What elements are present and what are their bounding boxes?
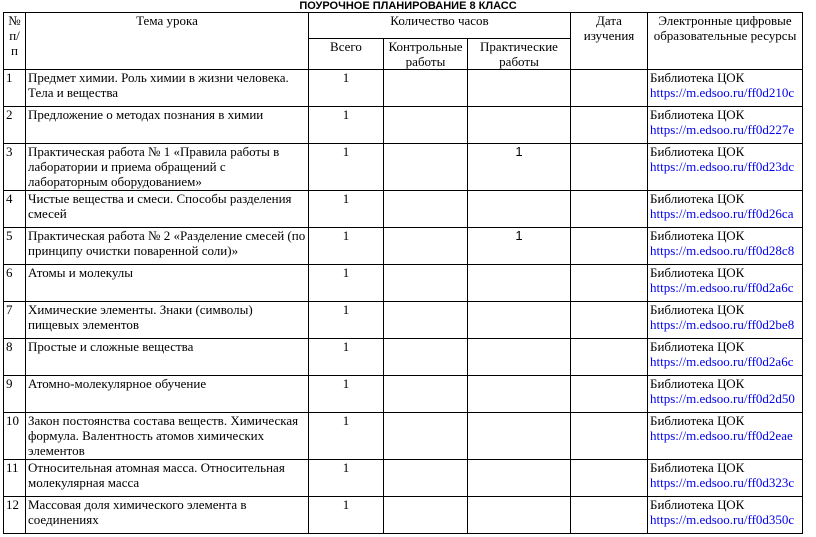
hours-practical [468,339,571,376]
resource-cell [648,413,803,460]
hours-control [384,228,468,265]
study-date [571,107,648,144]
study-date [571,265,648,302]
resource-link[interactable]: https://m.edsoo.ru/ff0d2d50 [650,391,795,406]
study-date [571,70,648,107]
library-label: Библиотека ЦОК [650,144,745,159]
hours-control [384,302,468,339]
lesson-number: 4 [4,191,26,228]
hours-practical [468,413,571,460]
table-row [4,265,803,302]
library-label: Библиотека ЦОК [650,265,745,280]
lesson-topic: Массовая доля химического элемента в соединениях [26,497,309,534]
header-resources: Электронные цифровые образовательные ресурсы [648,13,803,70]
study-date [571,376,648,413]
resource-cell [648,460,803,497]
study-date [571,228,648,265]
hours-practical [468,302,571,339]
header-control: Контрольные работы [384,39,468,70]
hours-practical: 1 [468,144,571,191]
hours-practical [468,497,571,534]
lesson-topic: Практическая работа № 1 «Правила работы в лаборатории и приема обращений с лабораторным оборудованием» [26,144,309,191]
lesson-number: 12 [4,497,26,534]
resource-cell [648,144,803,191]
hours-total: 1 [309,302,384,339]
lesson-number: 9 [4,376,26,413]
resource-cell [648,265,803,302]
hours-total: 1 [309,144,384,191]
header-practical: Практические работы [468,39,571,70]
lesson-topic: Предложение о методах познания в химии [26,107,309,144]
lesson-topic: Практическая работа № 2 «Разделение смесей (по принципу очистки поваренной соли)» [26,228,309,265]
resource-cell [648,191,803,228]
library-label: Библиотека ЦОК [650,302,745,317]
hours-total: 1 [309,191,384,228]
lesson-number: 8 [4,339,26,376]
hours-control [384,191,468,228]
resource-link[interactable]: https://m.edsoo.ru/ff0d2a6c [650,354,794,369]
hours-control [384,413,468,460]
resource-link[interactable]: https://m.edsoo.ru/ff0d2eae [650,428,793,443]
hours-total: 1 [309,228,384,265]
header-num: № п/п [4,13,26,70]
hours-total: 1 [309,497,384,534]
study-date [571,497,648,534]
table-row [4,376,803,413]
lesson-topic: Предмет химии. Роль химии в жизни человека. Тела и вещества [26,70,309,107]
library-label: Библиотека ЦОК [650,413,745,428]
table-row [4,228,803,265]
table-row [4,107,803,144]
hours-total: 1 [309,376,384,413]
table-row [4,191,803,228]
resource-link[interactable]: https://m.edsoo.ru/ff0d323c [650,475,795,490]
study-date [571,191,648,228]
lesson-number: 3 [4,144,26,191]
library-label: Библиотека ЦОК [650,339,745,354]
hours-total: 1 [309,265,384,302]
study-date [571,302,648,339]
hours-practical [468,191,571,228]
hours-practical: 1 [468,228,571,265]
hours-total: 1 [309,107,384,144]
resource-link[interactable]: https://m.edsoo.ru/ff0d23dc [650,159,795,174]
header-topic: Тема урока [26,13,309,70]
library-label: Библиотека ЦОК [650,191,745,206]
lesson-topic: Химические элементы. Знаки (символы) пищевых элементов [26,302,309,339]
lesson-topic: Атомы и молекулы [26,265,309,302]
library-label: Библиотека ЦОК [650,228,745,243]
header-row-1 [4,13,803,39]
hours-control [384,107,468,144]
lesson-number: 6 [4,265,26,302]
hours-control [384,497,468,534]
resource-link[interactable]: https://m.edsoo.ru/ff0d28c8 [650,243,795,258]
resource-cell [648,228,803,265]
hours-total: 1 [309,70,384,107]
resource-link[interactable]: https://m.edsoo.ru/ff0d2be8 [650,317,795,332]
library-label: Библиотека ЦОК [650,460,745,475]
table-row [4,460,803,497]
hours-control [384,265,468,302]
study-date [571,144,648,191]
resource-cell [648,302,803,339]
study-date [571,413,648,460]
resource-link[interactable]: https://m.edsoo.ru/ff0d350c [650,512,795,527]
table-row [4,413,803,460]
lesson-number: 2 [4,107,26,144]
lesson-topic: Чистые вещества и смеси. Способы разделения смесей [26,191,309,228]
table-row [4,302,803,339]
lesson-number: 10 [4,413,26,460]
lesson-topic: Закон постоянства состава веществ. Химическая формула. Валентность атомов химических элементов [26,413,309,460]
lesson-topic: Простые и сложные вещества [26,339,309,376]
hours-practical [468,70,571,107]
hours-practical [468,265,571,302]
hours-practical [468,376,571,413]
table-row [4,497,803,534]
resource-link[interactable]: https://m.edsoo.ru/ff0d26ca [650,206,794,221]
resource-cell [648,107,803,144]
lesson-plan-table [3,12,803,534]
resource-link[interactable]: https://m.edsoo.ru/ff0d227e [650,122,795,137]
header-date: Дата изучения [571,13,648,70]
hours-control [384,376,468,413]
resource-link[interactable]: https://m.edsoo.ru/ff0d210c [650,85,795,100]
hours-practical [468,107,571,144]
library-label: Библиотека ЦОК [650,107,745,122]
resource-link[interactable]: https://m.edsoo.ru/ff0d2a6c [650,280,794,295]
table-row [4,144,803,191]
hours-control [384,339,468,376]
lesson-number: 5 [4,228,26,265]
table-body [4,70,803,534]
hours-total: 1 [309,339,384,376]
resource-cell [648,70,803,107]
hours-control [384,70,468,107]
lesson-topic: Относительная атомная масса. Относительная молекулярная масса [26,460,309,497]
header-hours: Количество часов [309,13,571,39]
study-date [571,339,648,376]
resource-cell [648,497,803,534]
lesson-number: 11 [4,460,26,497]
hours-total: 1 [309,413,384,460]
resource-cell [648,339,803,376]
hours-practical [468,460,571,497]
header-total: Всего [309,39,384,70]
resource-cell [648,376,803,413]
hours-total: 1 [309,460,384,497]
library-label: Библиотека ЦОК [650,497,745,512]
library-label: Библиотека ЦОК [650,376,745,391]
study-date [571,460,648,497]
lesson-number: 1 [4,70,26,107]
table-row [4,70,803,107]
lesson-topic: Атомно-молекулярное обучение [26,376,309,413]
hours-control [384,460,468,497]
library-label: Библиотека ЦОК [650,70,745,85]
hours-control [384,144,468,191]
table-row [4,339,803,376]
lesson-number: 7 [4,302,26,339]
page-title: ПОУРОЧНОЕ ПЛАНИРОВАНИЕ 8 КЛАСС [299,0,517,12]
